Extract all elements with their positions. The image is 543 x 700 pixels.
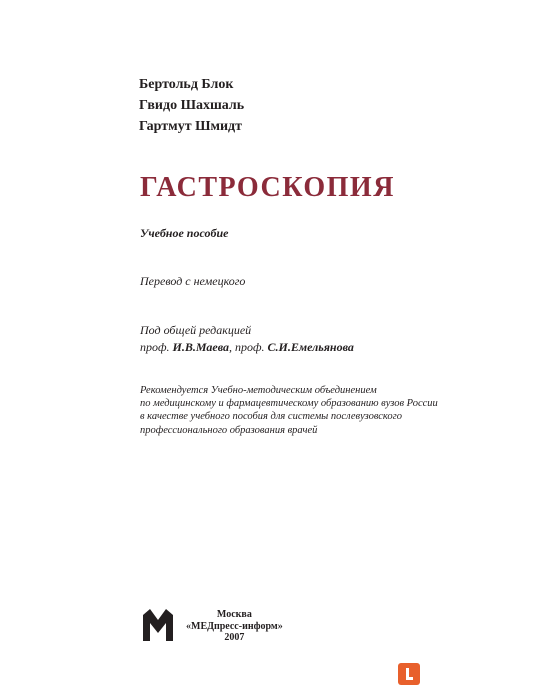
recommendation-line: по медицинскому и фармацевтическому образованию вузов России [140, 398, 438, 410]
editor-prefix: проф. [140, 340, 173, 354]
litres-glyph-icon [398, 663, 420, 685]
publisher-block [186, 609, 283, 644]
recommendation-block [140, 384, 438, 437]
book-subtitle: Учебное пособие [140, 226, 229, 240]
recommendation-line: профессионального образования врачей [140, 424, 318, 436]
author-name: Бертольд Блок [139, 77, 234, 92]
translation-note: Перевод с немецкого [140, 274, 246, 288]
author-name: Гартмут Шмидт [139, 119, 243, 134]
litres-logo-icon[interactable] [398, 663, 420, 685]
recommendation-line: в качестве учебного пособия для системы послевузовского [140, 411, 403, 423]
author-name: Гвидо Шахшаль [139, 98, 245, 113]
editor-name: И.В.Маева [172, 340, 229, 354]
medpress-logo-icon [143, 609, 173, 641]
publisher-city: Москва [216, 609, 252, 620]
recommendation-line: Рекомендуется Учебно-методическим объединением [140, 385, 377, 396]
publisher-name: «МЕДпресс-информ» [186, 620, 283, 632]
publisher-year: 2007 [224, 632, 245, 643]
book-title: ГАСТРОСКОПИЯ [140, 172, 395, 203]
editor-name: С.И.Емельянова [267, 340, 354, 354]
authors-block [139, 74, 244, 137]
editors-names [140, 339, 354, 356]
editors-caption: Под общей редакцией [140, 323, 252, 337]
editors-block [140, 322, 354, 356]
editor-separator: , проф. [228, 340, 268, 354]
